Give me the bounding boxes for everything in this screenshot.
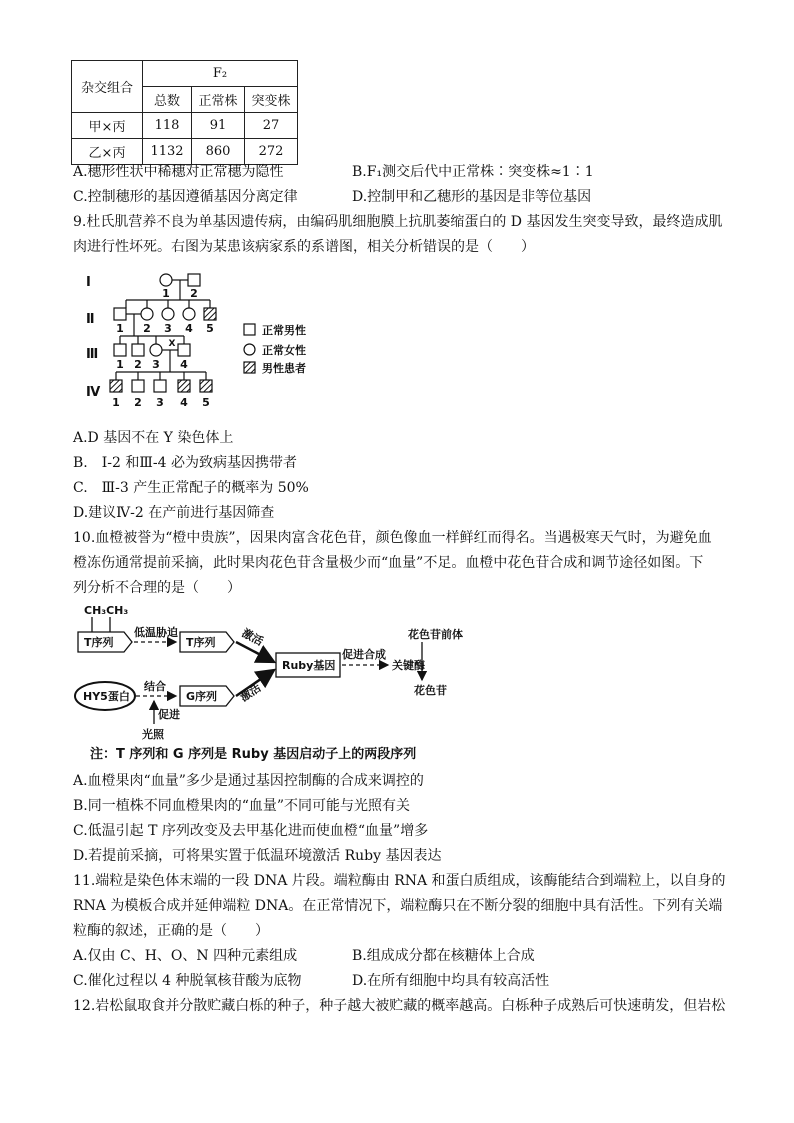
header-f2: F₂ (143, 61, 298, 87)
iii2-normal-male (132, 344, 144, 356)
num-iv4: 4 (180, 396, 188, 409)
q9-option-c: C. Ⅲ-3 产生正常配子的概率为 50% (73, 480, 309, 496)
num-iii3: 3 (152, 358, 160, 371)
q9-option-d: D.建议Ⅳ-2 在产前进行基因筛查 (73, 505, 275, 521)
q11-option-d: D.在所有细胞中均具有较高活性 (352, 973, 550, 989)
light-label: 光照 (142, 728, 164, 741)
q10-option-c: C.低温引起 T 序列改变及去甲基化进而使血橙“血量”增多 (73, 823, 429, 839)
q10-option-d: D.若提前采摘，可将果实置于低温环境激活 Ruby 基因表达 (73, 848, 442, 864)
q8-option-a: A.穗形性状中稀穗对正常穗为隐性 (73, 164, 284, 180)
cell-normal: 860 (192, 139, 245, 165)
num-i1: 1 (162, 287, 170, 300)
pedigree-annotation: X (168, 339, 176, 349)
iv4-affected-male (178, 380, 190, 392)
num-ii2: 2 (143, 322, 151, 335)
ii1-normal-male (114, 308, 126, 320)
iv3-normal-male (154, 380, 166, 392)
header-normal: 正常株 (192, 87, 245, 113)
num-iii1: 1 (116, 358, 124, 371)
activate-label-1: 激活 (239, 626, 266, 649)
legend-normal-male: 正常男性 (262, 324, 306, 337)
num-i2: 2 (190, 287, 198, 300)
diagram-note: 注：T 序列和 G 序列是 Ruby 基因启动子上的两段序列 (90, 747, 417, 762)
g-sequence-label: G序列 (186, 690, 218, 703)
ii5-affected-male (204, 308, 216, 320)
promote-synthesis-label: 促进合成 (342, 648, 386, 661)
ii3-normal-female (162, 308, 174, 320)
cell-total: 1132 (143, 139, 192, 165)
q8-option-c: C.控制穗形的基因遵循基因分离定律 (73, 189, 298, 205)
q11-stem-3: 粒酶的叙述，正确的是（ ） (73, 923, 269, 939)
t-sequence-label-2: T序列 (186, 636, 216, 649)
pathway-diagram (70, 600, 490, 770)
legend-male-symbol (244, 324, 255, 335)
key-enzyme-label: 关键酶 (392, 659, 425, 672)
num-iii4: 4 (180, 358, 188, 371)
table-row (72, 113, 298, 139)
cell-cross: 甲×丙 (72, 113, 143, 139)
legend-affected-male: 男性患者 (262, 362, 306, 375)
cell-total: 118 (143, 113, 192, 139)
ruby-gene-label: Ruby基因 (282, 659, 336, 672)
table-row (72, 139, 298, 165)
i2-normal-male (188, 274, 200, 286)
q10-stem-1: 10.血橙被誉为“橙中贵族”，因果肉富含花色苷，颜色像血一样鲜红而得名。当遇极寒天气时，为避免血 (73, 530, 712, 546)
iv1-affected-male (110, 380, 122, 392)
pedigree-chart (80, 266, 360, 416)
cell-cross: 乙×丙 (72, 139, 143, 165)
cross-table (71, 60, 298, 165)
q10-option-b: B.同一植株不同血橙果肉的“血量”不同可能与光照有关 (73, 798, 411, 814)
iii3-normal-female (150, 344, 162, 356)
legend-female-symbol (244, 344, 255, 355)
q10-option-a: A.血橙果肉“血量”多少是通过基因控制酶的合成来调控的 (73, 773, 424, 789)
methyl-label: CH₃CH₃ (84, 604, 129, 617)
header-cross: 杂交组合 (72, 61, 143, 113)
bind-label: 结合 (144, 680, 166, 693)
gen-label-3: Ⅲ (86, 347, 99, 362)
i1-normal-female (160, 274, 172, 286)
q9-stem-1: 9.杜氏肌营养不良为单基因遗传病，由编码肌细胞膜上抗肌萎缩蛋白的 D 基因发生突变导致，最终造成肌 (73, 214, 723, 230)
promote-label: 促进 (158, 708, 180, 721)
num-iv3: 3 (156, 396, 164, 409)
num-iv5: 5 (202, 396, 210, 409)
precursor-label: 花色苷前体 (408, 628, 463, 641)
num-ii4: 4 (185, 322, 193, 335)
gen-label-2: Ⅱ (86, 312, 95, 327)
hy5-label: HY5蛋白 (83, 690, 130, 703)
header-mutant: 突变株 (245, 87, 298, 113)
num-iv1: 1 (112, 396, 120, 409)
q11-stem-2: RNA 为模板合成并延伸端粒 DNA。在正常情况下，端粒酶只在不断分裂的细胞中具有活性。下列有关端 (73, 898, 723, 914)
q10-stem-2: 橙冻伤通常提前采摘，此时果肉花色苷含量极少而“血量”不足。血橙中花色苷合成和调节途径如图。下 (73, 555, 704, 571)
q11-option-a: A.仅由 C、H、O、N 四种元素组成 (73, 948, 298, 964)
ii2-normal-female (141, 308, 153, 320)
activate-label-2: 激活 (237, 681, 264, 705)
q11-stem-1: 11.端粒是染色体末端的一段 DNA 片段。端粒酶由 RNA 和蛋白质组成，该酶能结合到端粒上，以自身的 (73, 873, 726, 889)
cell-normal: 91 (192, 113, 245, 139)
gen-label-4: Ⅳ (86, 385, 101, 400)
cell-mutant: 272 (245, 139, 298, 165)
iii1-normal-male (114, 344, 126, 356)
q12-stem-1: 12.岩松鼠取食并分散贮藏白栎的种子，种子越大被贮藏的概率越高。白栎种子成熟后可快速萌发，但岩松 (73, 998, 726, 1014)
q10-stem-3: 列分析不合理的是（ ） (73, 580, 241, 596)
q11-option-c: C.催化过程以 4 种脱氧核苷酸为底物 (73, 973, 302, 989)
num-ii5: 5 (206, 322, 214, 335)
header-total: 总数 (143, 87, 192, 113)
iv5-affected-male (200, 380, 212, 392)
iv2-normal-male (132, 380, 144, 392)
low-temp-label: 低温胁迫 (134, 626, 178, 639)
anthocyanin-label: 花色苷 (414, 684, 447, 697)
num-iv2: 2 (134, 396, 142, 409)
cell-mutant: 27 (245, 113, 298, 139)
num-iii2: 2 (134, 358, 142, 371)
q9-option-b: B. Ⅰ-2 和Ⅲ-4 必为致病基因携带者 (73, 455, 297, 471)
q11-option-b: B.组成成分都在核糖体上合成 (352, 948, 535, 964)
legend-affected-symbol (244, 362, 255, 373)
q9-stem-2: 肉进行性坏死。右图为某患该病家系的系谱图，相关分析错误的是（ ） (73, 239, 535, 255)
q8-option-b: B.F₁测交后代中正常株∶突变株≈1∶1 (352, 164, 594, 180)
ii4-normal-female (183, 308, 195, 320)
num-ii3: 3 (164, 322, 172, 335)
t-sequence-label: T序列 (84, 636, 114, 649)
legend-normal-female: 正常女性 (262, 344, 306, 357)
num-ii1: 1 (116, 322, 124, 335)
q9-option-a: A.D 基因不在 Y 染色体上 (73, 430, 234, 446)
q8-option-d: D.控制甲和乙穗形的基因是非等位基因 (352, 189, 592, 205)
iii4-normal-male (178, 344, 190, 356)
gen-label-1: Ⅰ (86, 275, 91, 290)
